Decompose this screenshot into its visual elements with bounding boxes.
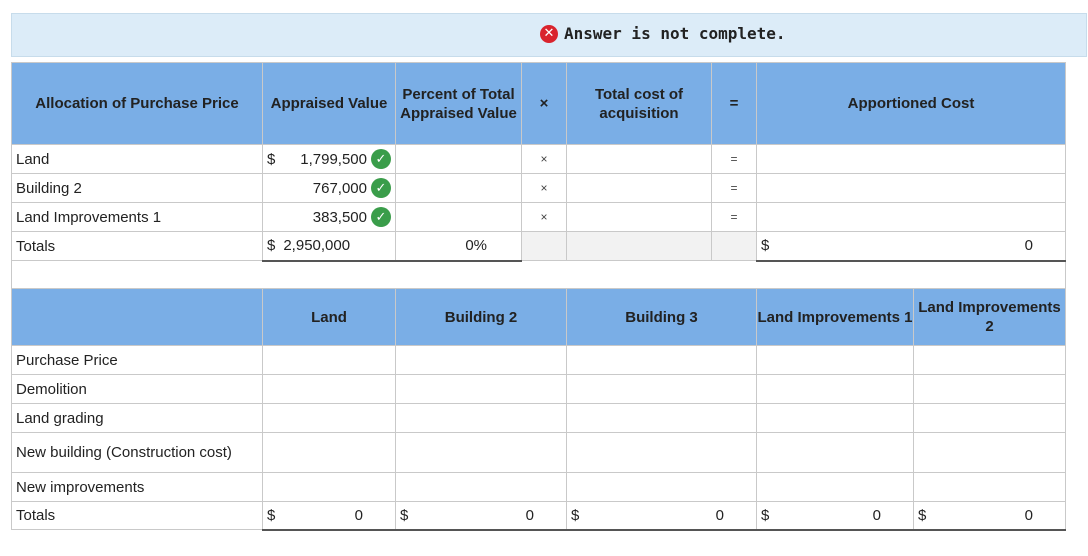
error-x-icon: ✕: [540, 25, 558, 43]
header-apportioned-cost: Apportioned Cost: [757, 63, 1066, 145]
row-label: Land Improvements 1: [12, 203, 263, 232]
input-cell[interactable]: [396, 433, 567, 473]
input-cell[interactable]: [567, 375, 757, 404]
appraised-cell: [263, 174, 396, 203]
total-cost-input[interactable]: [567, 174, 712, 203]
dollar-sign: $: [571, 506, 580, 524]
table-row: [12, 174, 1066, 203]
row-label: New building (Construction cost): [12, 433, 263, 473]
header-land-improvements-1: Land Improvements 1: [757, 289, 914, 346]
table-row: [12, 203, 1066, 232]
header-equals-operator: =: [712, 63, 757, 145]
input-cell[interactable]: [757, 433, 914, 473]
input-cell[interactable]: [396, 375, 567, 404]
appraised-value: 1,799,500: [300, 150, 367, 168]
apportioned-total-cell: [757, 232, 1066, 261]
table-row: [12, 375, 1066, 404]
input-cell[interactable]: [757, 346, 914, 375]
header-allocation: Allocation of Purchase Price: [12, 63, 263, 145]
input-cell[interactable]: [263, 473, 396, 502]
table-row: [12, 145, 1066, 174]
equals-operator: =: [712, 145, 757, 174]
dollar-sign: $: [918, 506, 927, 524]
equals-operator: =: [712, 174, 757, 203]
dollar-sign: $: [267, 506, 276, 524]
equals-operator: =: [712, 203, 757, 232]
times-operator: ×: [522, 203, 567, 232]
input-cell[interactable]: [914, 433, 1066, 473]
apportioned-input[interactable]: [757, 145, 1066, 174]
appraised-cell: [263, 203, 396, 232]
header-building-3: Building 3: [567, 289, 757, 346]
status-text: Answer is not complete.: [564, 24, 786, 43]
allocation-table: [11, 62, 1066, 291]
input-cell[interactable]: [757, 404, 914, 433]
row-label: Purchase Price: [12, 346, 263, 375]
table-row: [12, 404, 1066, 433]
total-cell-building-2: [396, 502, 567, 530]
header-total-cost: Total cost of acquisition: [567, 63, 712, 145]
appraised-cell: [263, 145, 396, 174]
header-building-2: Building 2: [396, 289, 567, 346]
spacer-cell: [12, 261, 1066, 291]
percent-total: 0%: [465, 237, 487, 255]
table-row: [12, 473, 1066, 502]
appraised-value: 383,500: [312, 208, 367, 226]
input-cell[interactable]: [396, 346, 567, 375]
apportioned-input[interactable]: [757, 174, 1066, 203]
input-cell[interactable]: [263, 375, 396, 404]
header-land: Land: [263, 289, 396, 346]
answer-status-banner: [11, 13, 1087, 57]
appraised-total: 2,950,000: [283, 237, 351, 255]
total-cell-land-improvements-1: [757, 502, 914, 530]
total-cell-building-3: [567, 502, 757, 530]
totals-row: [12, 502, 1066, 530]
check-icon: ✓: [371, 207, 391, 227]
input-cell[interactable]: [396, 404, 567, 433]
totals-label: Totals: [12, 232, 263, 261]
dollar-sign: $: [267, 237, 276, 255]
total-cost-input[interactable]: [567, 203, 712, 232]
status-message: [540, 24, 786, 43]
row-label: Land: [12, 145, 263, 174]
total-cost-input[interactable]: [567, 145, 712, 174]
check-icon: ✓: [371, 149, 391, 169]
input-cell[interactable]: [914, 346, 1066, 375]
header-appraised-value: Appraised Value: [263, 63, 396, 145]
percent-total-cell: [396, 232, 522, 261]
input-cell[interactable]: [567, 346, 757, 375]
totals-label: Totals: [12, 502, 263, 530]
apportioned-input[interactable]: [757, 203, 1066, 232]
row-label: Land grading: [12, 404, 263, 433]
check-icon: ✓: [371, 178, 391, 198]
total-cell-land: [263, 502, 396, 530]
header-times-operator: ×: [522, 63, 567, 145]
appraised-total-cell: [263, 232, 396, 261]
input-cell[interactable]: [567, 473, 757, 502]
row-label: Demolition: [12, 375, 263, 404]
input-cell[interactable]: [914, 375, 1066, 404]
header-land-improvements-2: Land Improvements 2: [914, 289, 1066, 346]
row-label: Building 2: [12, 174, 263, 203]
input-cell[interactable]: [263, 404, 396, 433]
cost-summary-table: [11, 288, 1066, 531]
input-cell[interactable]: [567, 404, 757, 433]
total-value: 0: [1024, 506, 1033, 524]
appraised-value: 767,000: [312, 179, 367, 197]
dollar-sign: $: [761, 506, 770, 524]
spacer-row: [12, 261, 1066, 291]
row-label: New improvements: [12, 473, 263, 502]
input-cell[interactable]: [567, 433, 757, 473]
apportioned-total: 0: [1024, 237, 1033, 255]
table-row: [12, 433, 1066, 473]
total-value: 0: [872, 506, 881, 524]
input-cell[interactable]: [757, 473, 914, 502]
dollar-sign: $: [761, 237, 770, 255]
header-blank: [12, 289, 263, 346]
times-operator: ×: [522, 174, 567, 203]
totals-row: [12, 232, 1066, 261]
total-cell-land-improvements-2: [914, 502, 1066, 530]
blank-cell: [712, 232, 757, 261]
percent-input[interactable]: [396, 203, 522, 232]
blank-cell: [522, 232, 567, 261]
dollar-sign: $: [267, 150, 276, 168]
dollar-sign: $: [400, 506, 409, 524]
percent-input[interactable]: [396, 174, 522, 203]
input-cell[interactable]: [914, 473, 1066, 502]
header-percent-total: Percent of Total Appraised Value: [396, 63, 522, 145]
table-row: [12, 346, 1066, 375]
percent-input[interactable]: [396, 145, 522, 174]
blank-cell: [567, 232, 712, 261]
input-cell[interactable]: [757, 375, 914, 404]
input-cell[interactable]: [263, 433, 396, 473]
input-cell[interactable]: [263, 346, 396, 375]
total-value: 0: [715, 506, 724, 524]
total-value: 0: [525, 506, 534, 524]
total-value: 0: [354, 506, 363, 524]
input-cell[interactable]: [396, 473, 567, 502]
times-operator: ×: [522, 145, 567, 174]
input-cell[interactable]: [914, 404, 1066, 433]
